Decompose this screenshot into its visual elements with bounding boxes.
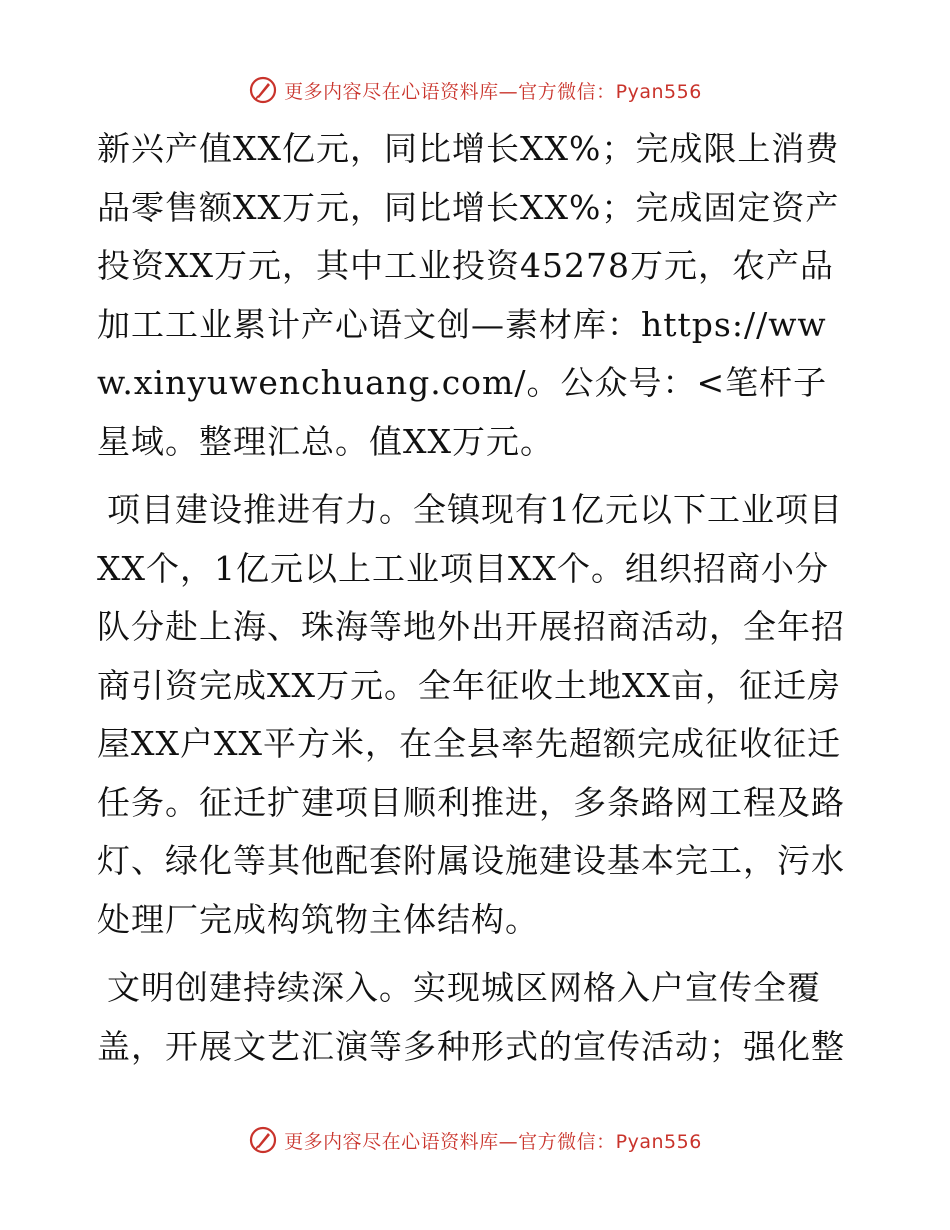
footer-watermark	[0, 1120, 950, 1160]
watermark-text: 更多内容尽在心语资料库—官方微信：Pyan556	[284, 80, 702, 103]
quill-pen-logo-icon	[248, 75, 278, 105]
paragraph-economic-indicators: 新兴产值XX亿元，同比增长XX%；完成限上消费品零售额XX万元，同比增长XX%；完成固定资产投资XX万元，其中工业投资45278万元，农产品加工工业累计产心语文创—素材库：https://www.xinyuwenchuang.com/。公众号：<笔杆子星域。整理汇总。值XX万元。	[97, 129, 840, 461]
document-body	[97, 120, 857, 1086]
watermark-wechat-id: Pyan556	[615, 80, 702, 103]
paragraph-civilization-building: 文明创建持续深入。实现城区网格入户宣传全覆盖，开展文艺汇演等多种形式的宣传活动；强化整	[97, 968, 845, 1066]
watermark-wechat-id: Pyan556	[615, 1130, 702, 1153]
header-watermark	[0, 70, 950, 110]
quill-pen-logo-icon	[248, 1125, 278, 1155]
watermark-text: 更多内容尽在心语资料库—官方微信：Pyan556	[284, 1130, 702, 1153]
paragraph-project-construction: 项目建设推进有力。全镇现有1亿元以下工业项目XX个，1亿元以上工业项目XX个。组织招商小分队分赴上海、珠海等地外出开展招商活动，全年招商引资完成XX万元。全年征收土地XX亩，征迁房屋XX户XX平方米，在全县率先超额完成征收征迁任务。征迁扩建项目顺利推进，多条路网工程及路灯、绿化等其他配套附属设施建设基本完工，污水处理厂完成构筑物主体结构。	[97, 490, 845, 939]
